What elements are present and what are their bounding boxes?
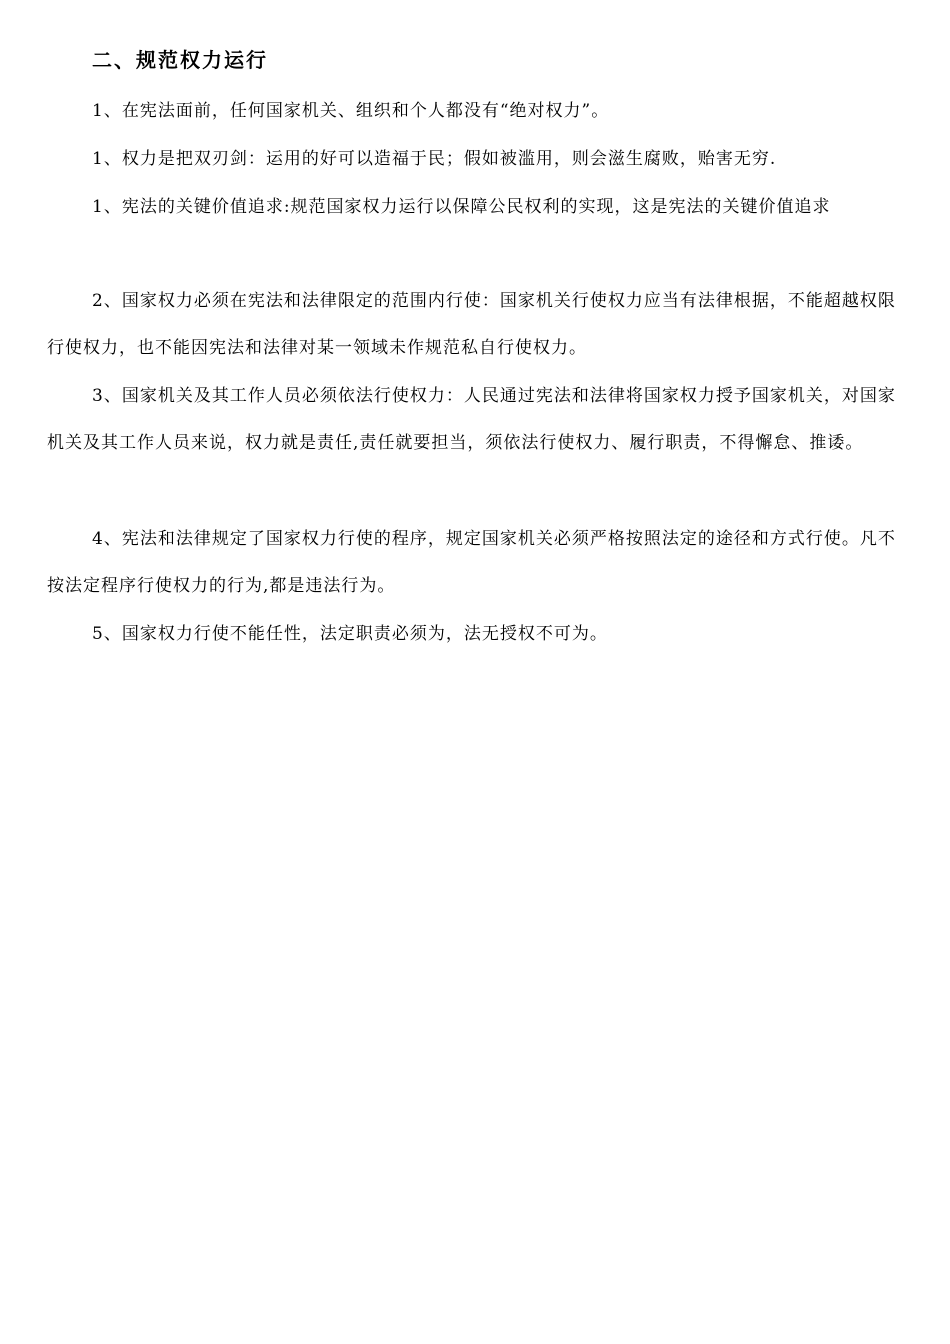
paragraph-2: 1、权力是把双刃剑：运用的好可以造福于民；假如被滥用，则会滋生腐败，贻害无穷.: [92, 149, 777, 169]
paragraph-5: 3、国家机关及其工作人员必须依法行使权力：人民通过宪法和法律将国家权力授予国家机关，对国家机关及其工作人员来说，权力就是责任,责任就要担当，须依法行使权力、履行职责，不得懈怠、推诿。: [47, 386, 896, 453]
paragraph-7: 5、国家权力行使不能任性，法定职责必须为，法无授权不可为。: [92, 624, 608, 644]
paragraph-4: 2、国家权力必须在宪法和法律限定的范围内行使：国家机关行使权力应当有法律根据，不能超越权限行使权力，也不能因宪法和法律对某一领域未作规范私自行使权力。: [47, 291, 896, 358]
section-heading: 二、规范权力运行: [92, 48, 268, 72]
paragraph-6: 4、宪法和法律规定了国家权力行使的程序，规定国家机关必须严格按照法定的途径和方式行使。凡不按法定程序行使权力的行为,都是违法行为。: [47, 529, 896, 596]
paragraph-1: 1、在宪法面前，任何国家机关、组织和个人都没有“绝对权力”。: [92, 101, 610, 121]
paragraph-3: 1、宪法的关键价值追求:规范国家权力运行以保障公民权利的实现，这是宪法的关键价值追求: [92, 197, 831, 217]
